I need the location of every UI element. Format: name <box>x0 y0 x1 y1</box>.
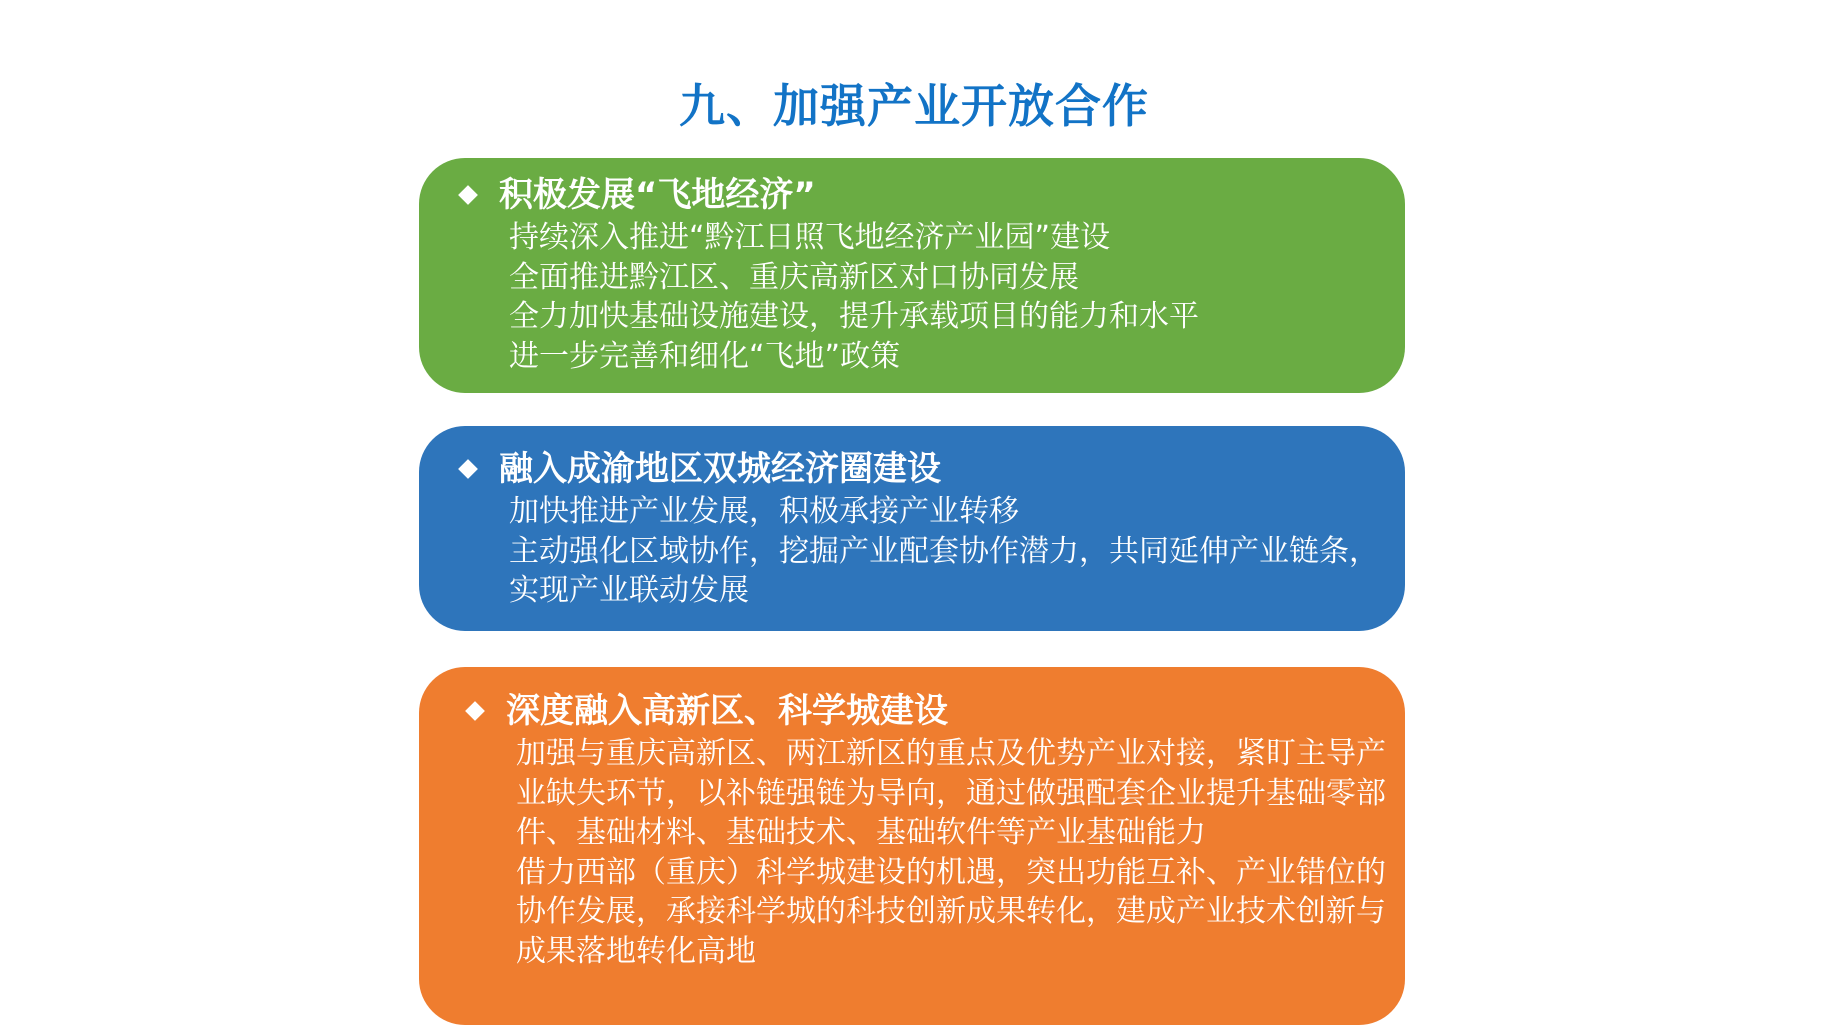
list-item: 加快推进产业发展，积极承接产业转移 <box>509 494 1019 529</box>
diamond-icon <box>458 185 478 205</box>
section-heading-text: 融入成渝地区双城经济圈建设 <box>499 449 941 489</box>
section-heading-text: 深度融入高新区、科学城建设 <box>506 691 948 731</box>
section-heading-text: 积极发展“飞地经济” <box>499 175 816 215</box>
list-item: 加强与重庆高新区、两江新区的重点及优势产业对接，紧盯主导产业缺失环节，以补链强链为导向，通过做强配套企业提升基础零部件、基础材料、基础技术、基础软件等产业基础能力 <box>516 736 1386 850</box>
page-title: 九、加强产业开放合作 <box>679 79 1149 133</box>
list-item: 借力西部（重庆）科学城建设的机遇，突出功能互补、产业错位的协作发展，承接科学城的科技创新成果转化，建成产业技术创新与成果落地转化高地 <box>516 854 1386 969</box>
diamond-icon <box>465 701 485 721</box>
section-heading <box>459 172 1405 218</box>
section-heading <box>466 688 1405 734</box>
list-item: 主动强化区域协作，挖掘产业配套协作潜力，共同延伸产业链条，实现产业联动发展 <box>509 533 1379 608</box>
diamond-icon <box>458 459 478 479</box>
list-item: 进一步完善和细化“飞地”政策 <box>509 338 901 374</box>
section-item-list <box>459 218 1405 376</box>
section-card-flying-land-economy <box>419 158 1405 393</box>
list-item: 全面推进黔江区、重庆高新区对口协同发展 <box>509 259 1079 295</box>
section-heading <box>459 446 1405 492</box>
section-card-chengyu-twin-city <box>419 426 1405 631</box>
section-item-list <box>459 492 1405 611</box>
section-card-high-tech-science-city <box>419 667 1405 1025</box>
list-item: 持续深入推进“黔江日照飞地经济产业园”建设 <box>509 220 1111 255</box>
list-item: 全力加快基础设施建设，提升承载项目的能力和水平 <box>509 299 1199 334</box>
section-item-list <box>466 734 1405 971</box>
